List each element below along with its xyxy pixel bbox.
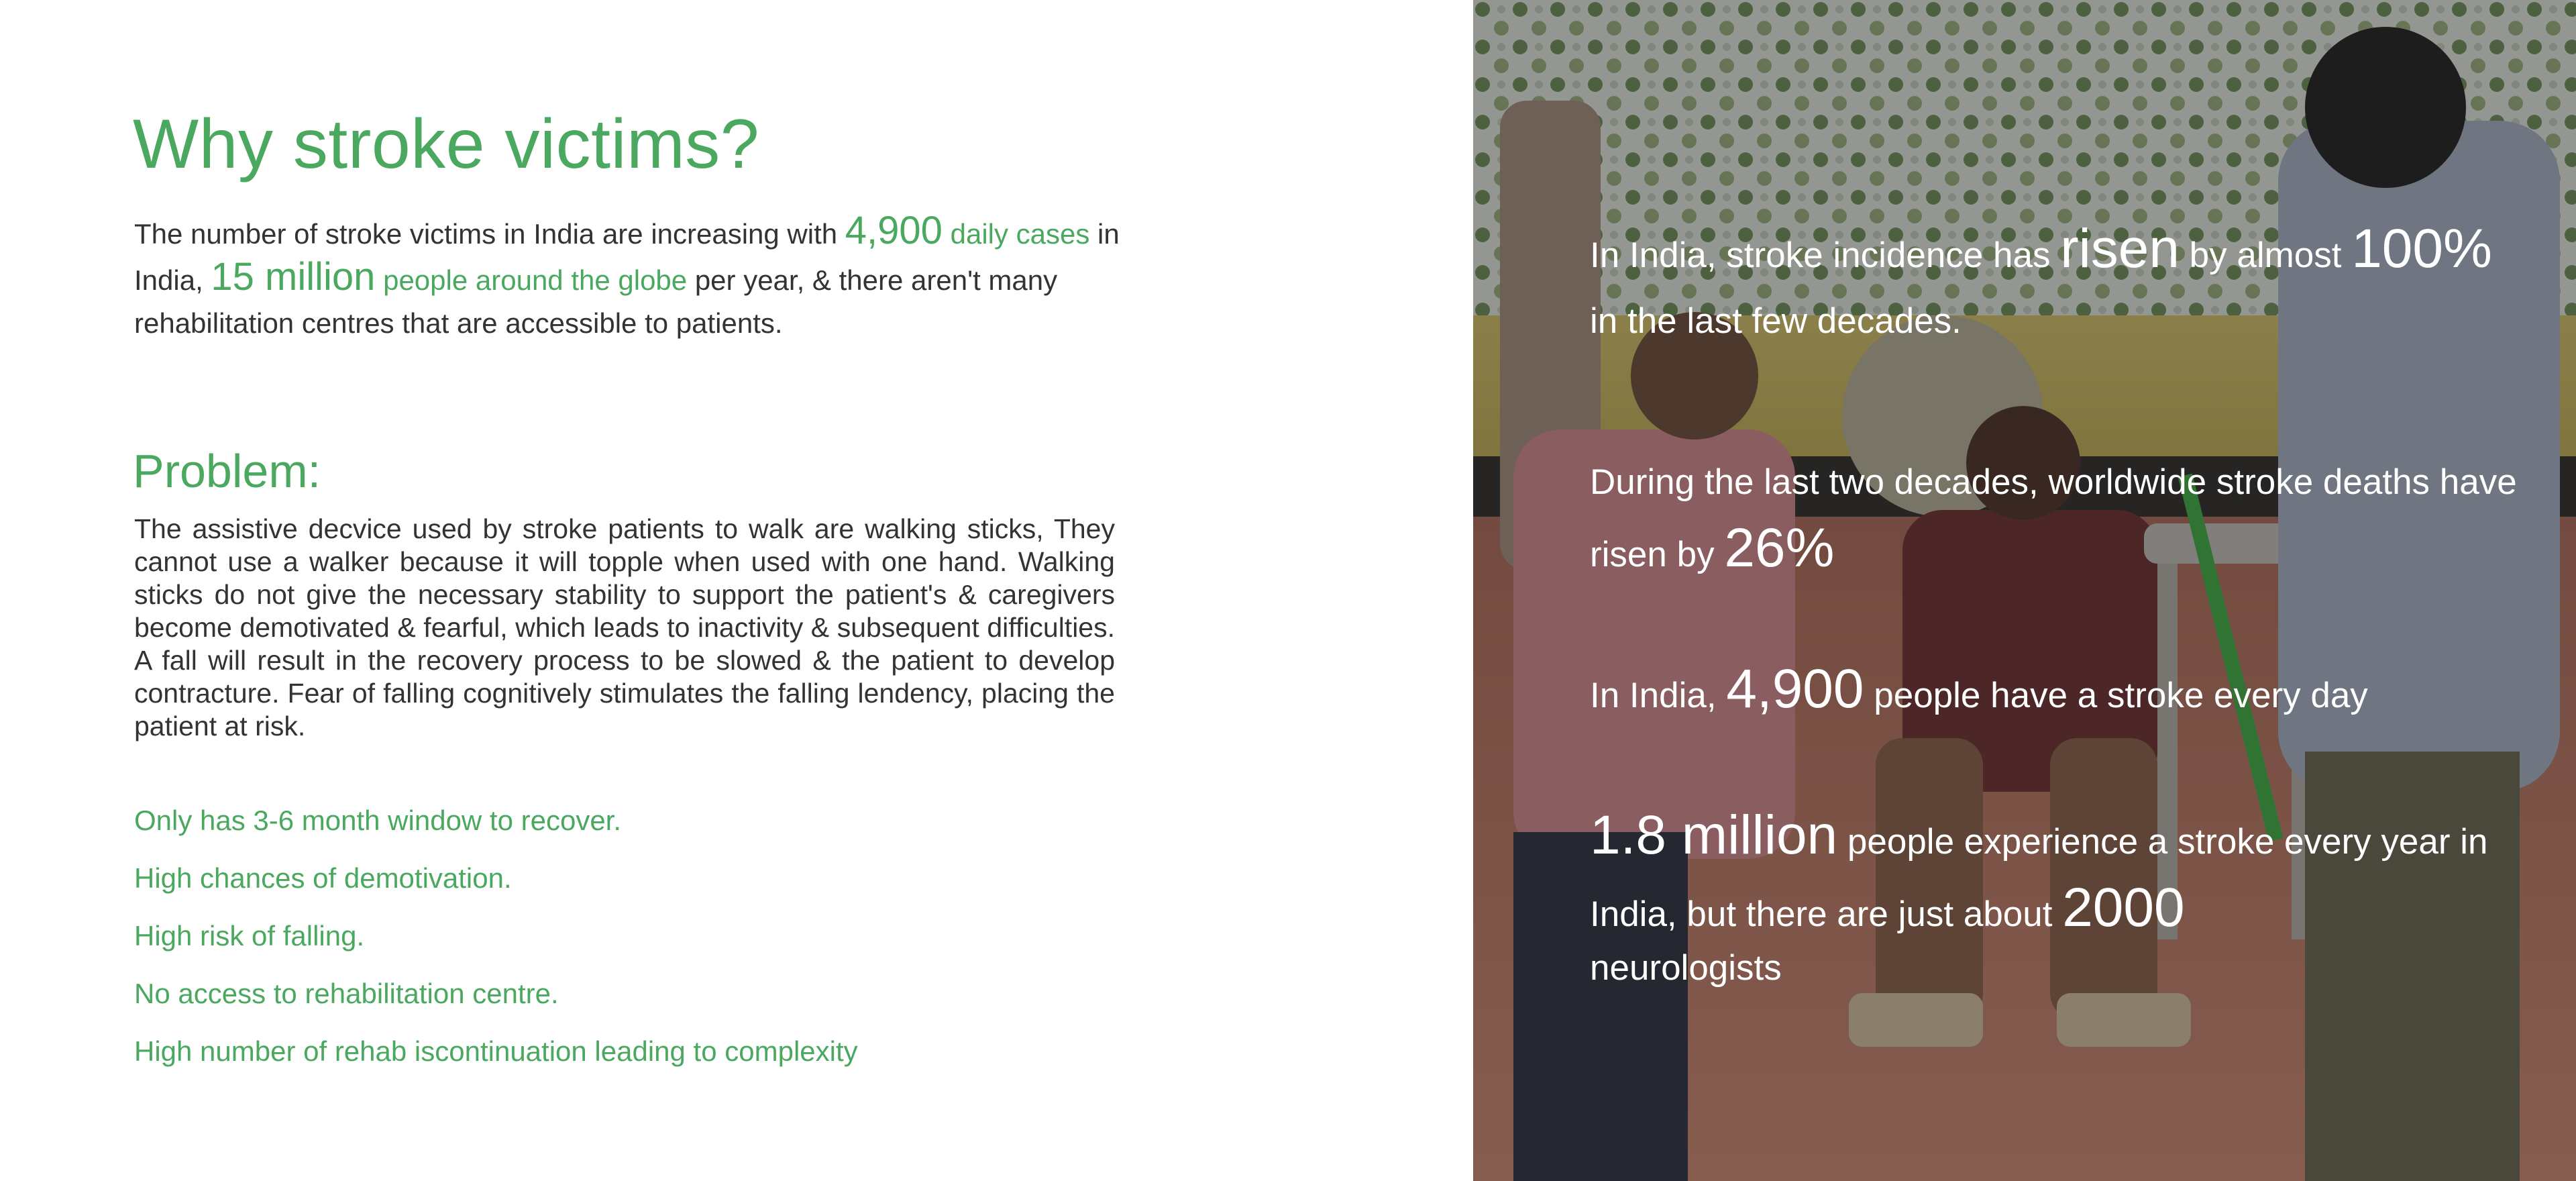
- stat-neurologists: [1590, 803, 2529, 989]
- problem-body: The assistive decvice used by stroke patients to walk are walking sticks, They cannot use a walker because it will topple when used with one hand. Walking sticks do not give the necessary stability to support the patient's & caregivers become demotivated & fearful, which leads to inactivity & subsequent difficulties. A fall will result in the recovery process to be slowed & the patient to develop contracture. Fear of falling cognitively stimulates the falling lendency, placing the patient at risk.: [134, 513, 1115, 741]
- problem-point: High number of rehab iscontinuation leading to complexity: [134, 1035, 858, 1067]
- stat-incidence-text-2: by almost: [2179, 236, 2352, 275]
- stat-daily-text-2: people have a stroke every day: [1864, 676, 2368, 715]
- problem-heading: Problem:: [133, 445, 321, 497]
- stat-deaths-value: 26%: [1724, 517, 1835, 578]
- problem-point: No access to rehabilitation centre.: [134, 978, 559, 1009]
- stat-incidence-risen: risen: [2060, 218, 2180, 279]
- stat-neurologists-label: neurologists: [1590, 948, 1782, 988]
- global-value: 15 million: [211, 255, 376, 299]
- daily-cases-value: 4,900: [845, 209, 943, 252]
- page-title: Why stroke victims?: [133, 105, 760, 183]
- stat-incidence: [1590, 216, 2529, 354]
- problem-points: [134, 792, 1208, 1080]
- stat-incidence-text-1: In India, stroke incidence has: [1590, 236, 2061, 275]
- problem-point: High chances of demotivation.: [134, 862, 512, 894]
- intro-text-3: per year, & there aren't many rehabilitation centres that are accessible to patients.: [134, 264, 1058, 339]
- problem-point: Only has 3-6 month window to recover.: [134, 805, 622, 836]
- stat-daily-value: 4,900: [1726, 658, 1864, 719]
- photo-panel: [1473, 0, 2576, 1181]
- stat-neurologists-value: 2000: [2062, 877, 2185, 938]
- stat-deaths-text: During the last two decades, worldwide stroke deaths have risen by: [1590, 462, 2517, 574]
- dark-overlay: [1473, 0, 2576, 1181]
- daily-cases-label: daily cases: [942, 218, 1090, 250]
- intro-paragraph: [134, 209, 1127, 345]
- stat-daily: [1590, 656, 2529, 729]
- problem-point: High risk of falling.: [134, 920, 365, 952]
- stat-neurologists-text: people experience a stroke every year in India, but there are just about: [1590, 822, 2488, 934]
- intro-text-2: in India,: [134, 218, 1120, 296]
- stat-deaths: [1590, 450, 2529, 588]
- intro-text-1: The number of stroke victims in India are increasing with: [134, 218, 845, 250]
- stat-yearly-value: 1.8 million: [1590, 805, 1838, 866]
- global-label: people around the globe: [375, 264, 688, 296]
- stat-incidence-text-3: in the last few decades.: [1590, 301, 1962, 341]
- stat-incidence-value: 100%: [2351, 218, 2492, 279]
- stat-daily-text-1: In India,: [1590, 676, 1727, 715]
